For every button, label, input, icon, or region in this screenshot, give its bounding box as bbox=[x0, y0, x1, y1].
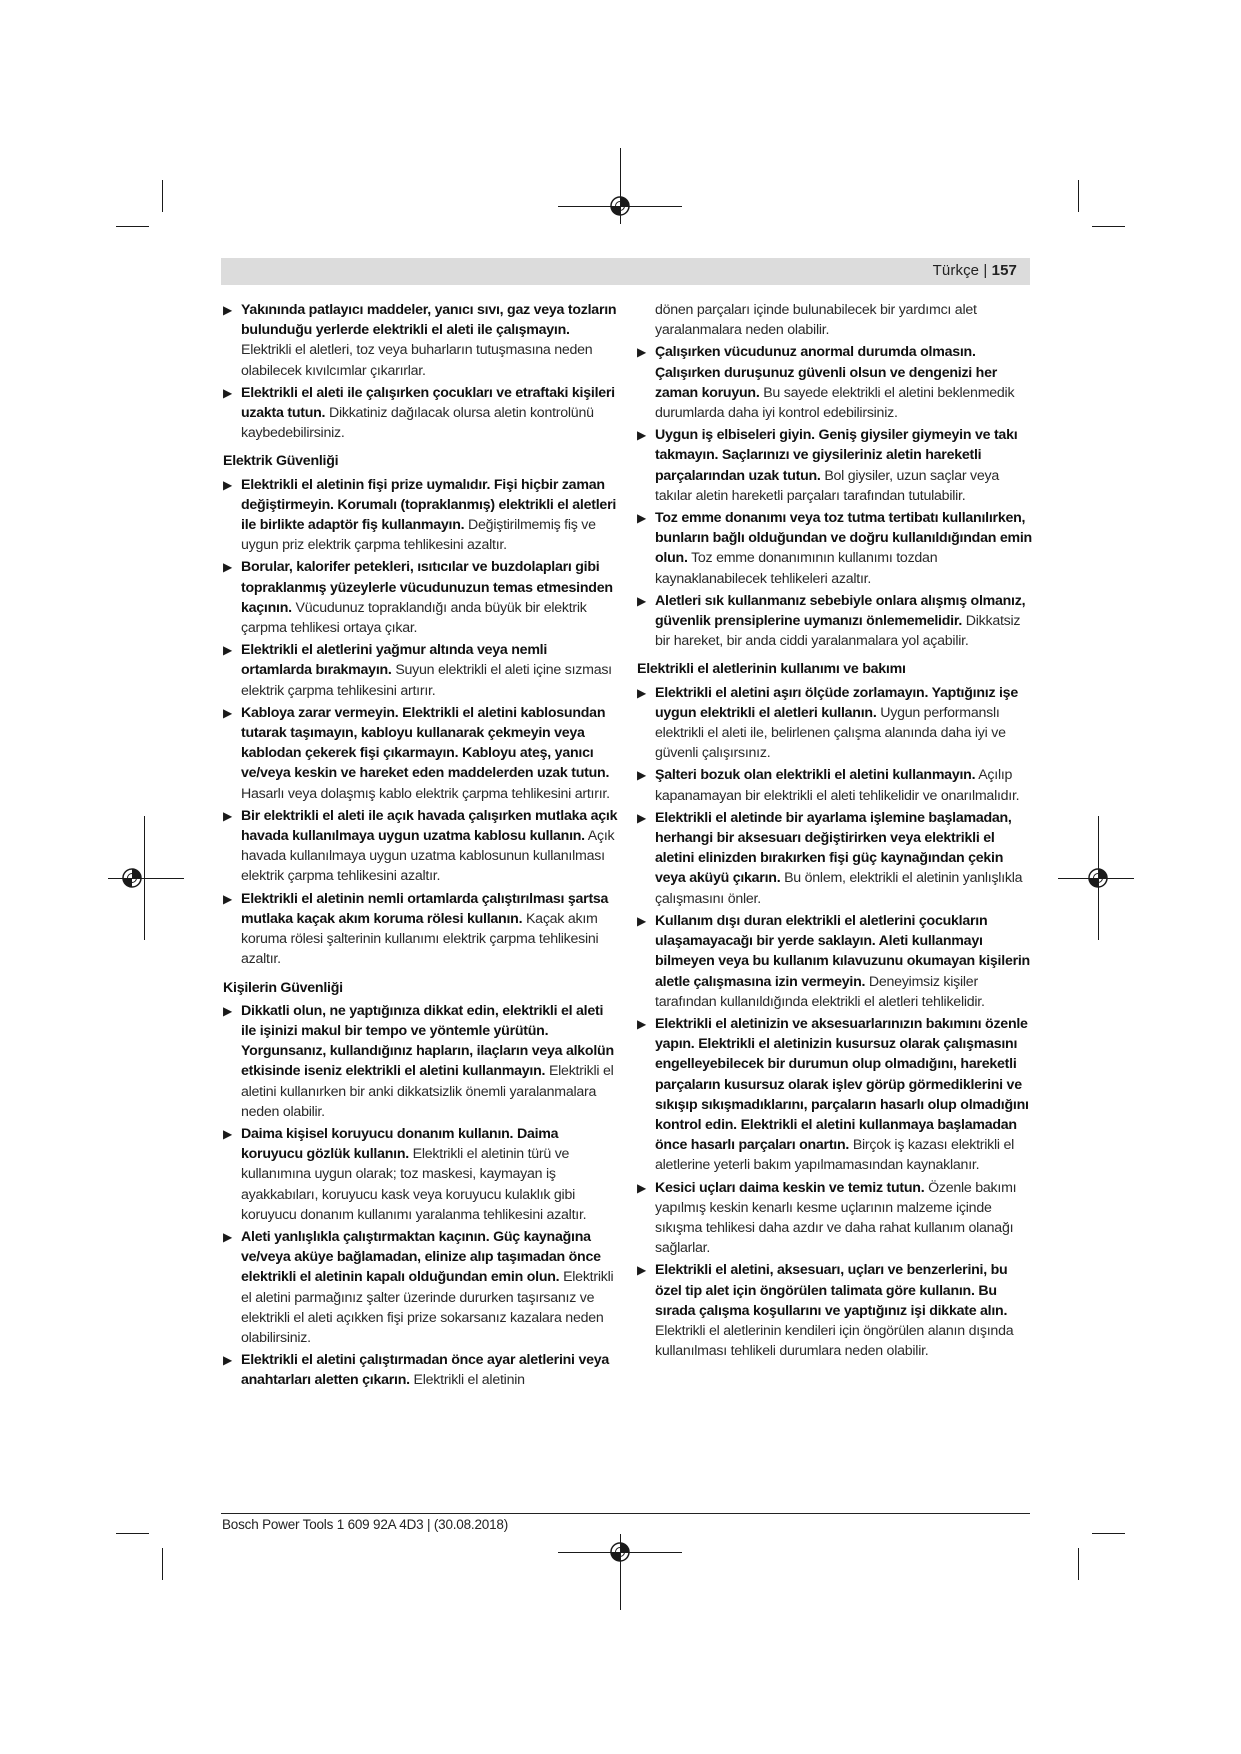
safety-bullet-item bbox=[637, 911, 1032, 1012]
safety-bullet-item bbox=[637, 1260, 1032, 1361]
bullet-bold-text: Borular, kalorifer petekleri, ısıtıcılar ve buzdolapları gibi topraklanmış yüzeylerle vücudunuzun temas etmesinden kaçının. bbox=[241, 559, 613, 616]
safety-bullet-item bbox=[223, 1124, 618, 1225]
bullet-body-text: Elektrikli el aletleri, toz veya buharların tutuşmasına neden olabilecek kıvılcımlar çıkarırlar. bbox=[241, 342, 593, 379]
bullet-triangle-icon: ▶ bbox=[637, 511, 646, 526]
safety-bullet-item bbox=[223, 300, 618, 381]
safety-bullet-item bbox=[223, 475, 618, 556]
bullet-bold-text: Uygun iş elbiseleri giyin. Geniş giysiler giymeyin ve takı takmayın. Saçlarınızı ve giysileriniz aletin hareketli parçalarından uzak tutun. bbox=[655, 427, 1018, 484]
safety-bullet-item bbox=[637, 765, 1032, 805]
bullet-triangle-icon: ▶ bbox=[637, 1180, 646, 1195]
bullet-bold-text: Aletleri sık kullanmanız sebebiyle onlara alışmış olmanız, güvenlik prensiplerine uymanızı önlememelidir. bbox=[655, 592, 1026, 630]
safety-bullet-item bbox=[223, 703, 618, 804]
safety-bullet-item bbox=[637, 683, 1032, 764]
bullet-body-text: Bu önlem, elektrikli el aletinin yanlışlıkla çalışmasını önler. bbox=[655, 870, 1023, 907]
bullet-body-text: Hasarlı veya dolaşmış kablo elektrik çarpma tehlikesini artırır. bbox=[241, 785, 610, 802]
bullet-body-text: Elektrikli el aletini parmağınız şalter üzerinde dururken taşırsanız ve elektrikli el aleti açıkken fişi prize sokarsanız kazalara neden olabilirsiniz. bbox=[241, 1269, 614, 1346]
safety-bullet-item bbox=[637, 1014, 1032, 1176]
safety-bullet-item bbox=[637, 1178, 1032, 1259]
bullet-triangle-icon: ▶ bbox=[637, 1263, 646, 1278]
bullet-triangle-icon: ▶ bbox=[637, 685, 646, 700]
bullet-bold-text: Dikkatli olun, ne yaptığınıza dikkat edin, elektrikli el aleti ile işinizi makul bir tempo ve yöntemle yürütün. Yorgunsanız, kullandığınız hapların, ilaçların veya alkolün etkisinde iseniz elektrikli el aletini kullanmayın. bbox=[241, 1002, 614, 1080]
right-column bbox=[637, 300, 1032, 1363]
bullet-triangle-icon: ▶ bbox=[637, 913, 646, 928]
crop-mark-top-left-horizontal bbox=[116, 226, 149, 227]
safety-bullet-item bbox=[637, 591, 1032, 652]
page-header bbox=[933, 262, 1017, 279]
bullet-bold-text: Aleti yanlışlıkla çalıştırmaktan kaçının. Güç kaynağına ve/veya aküye bağlamadan, elinize alıp taşımadan önce elektrikli el aletinin kapalı olduğundan emin olun. bbox=[241, 1228, 601, 1286]
section-heading: Elektrik Güvenliği bbox=[223, 453, 339, 470]
safety-bullet-item bbox=[223, 806, 618, 887]
bullet-bold-text: Elektrikli el aletinde bir ayarlama işlemine başlamadan, herhangi bir aksesuarı değiştirirken veya elektrikli el aletini elinizden bırakırken fişi güç kaynağından çekin veya aküyü çıkarın. bbox=[655, 809, 1012, 887]
bullet-bold-text: Kullanım dışı duran elektrikli el aletlerini çocukların ulaşamayacağı bir yerde saklayın. Aleti kullanmayı bilmeyen veya bu kullanım kılavuzunu okumayan kişilerin aletle çalışmasına izin vermeyin. bbox=[655, 912, 1030, 990]
bullet-body-text: Birçok iş kazası elektrikli el aletlerine yeterli bakım yapılmamasından kaynaklanır. bbox=[655, 1137, 1015, 1174]
bullet-triangle-icon: ▶ bbox=[223, 560, 232, 575]
footer-rule bbox=[221, 1513, 1030, 1514]
page-footer: Bosch Power Tools 1 609 92A 4D3 | (30.08.2018) bbox=[222, 1517, 509, 1532]
bullet-triangle-icon: ▶ bbox=[223, 1003, 232, 1018]
bullet-bold-text: Çalışırken vücudunuz anormal durumda olmasın. Çalışırken duruşunuz güvenli olsun ve dengenizi her zaman koruyun. bbox=[655, 344, 997, 401]
bullet-body-text: Vücudunuz topraklandığı anda büyük bir elektrik çarpma tehlikesi ortaya çıkar. bbox=[241, 599, 587, 637]
bullet-bold-text: Elektrikli el aletlerini yağmur altında veya nemli ortamlarda bırakmayın. bbox=[241, 642, 548, 679]
bullet-body-text: dönen parçaları içinde bulunabilecek bir yardımcı alet yaralanmalara neden olabilir. bbox=[655, 302, 977, 339]
bullet-body-text: Açılıp kapanamayan bir elektrikli el aleti tehlikelidir ve onarılmalıdır. bbox=[655, 767, 1020, 804]
bullet-bold-text: Elektrikli el aletinizin ve aksesuarlarınızın bakımını özenle yapın. Elektrikli el aletinizin kusursuz olarak çalışmasını engelleyebilecek bir durumun olup olmadığını, hareketli parçaların kusursuz olarak işlev görüp görmediklerini ve sıkışıp sıkışmadıklarını, parçaların hasarlı olup olmadığını kontrol edin. Elektrikli el aletini kullanmaya başlamadan önce hasarlı parçaları onartın. bbox=[655, 1015, 1029, 1154]
bullet-bold-text: Yakınında patlayıcı maddeler, yanıcı sıvı, gaz veya tozların bulunduğu yerlerde elektrikli el aleti ile çalışmayın. bbox=[241, 302, 617, 339]
bullet-triangle-icon: ▶ bbox=[637, 428, 646, 443]
bullet-triangle-icon: ▶ bbox=[223, 808, 232, 823]
bullet-body-text: Elektrikli el aletlerinin kendileri için öngörülen alanın dışında kullanılması tehlikeli durumlara neden olabilir. bbox=[655, 1322, 1014, 1360]
crop-mark-bottom-left-horizontal bbox=[116, 1533, 149, 1534]
registration-mark-icon bbox=[120, 866, 144, 890]
bullet-body-text: Dikkatsiz bir hareket, bir anda ciddi yaralanmalara yol açabilir. bbox=[655, 613, 1021, 650]
bullet-bold-text: Elektrikli el aletini aşırı ölçüde zorlamayın. Yaptığınız işe uygun elektrikli el aletleri kullanın. bbox=[655, 684, 1018, 721]
safety-bullet-item bbox=[637, 808, 1032, 909]
bullet-bold-text: Bir elektrikli el aleti ile açık havada çalışırken mutlaka açık havada kullanılmaya uygun uzatma kablosu kullanın. bbox=[241, 807, 618, 845]
bullet-body-text: Dikkatiniz dağılacak olursa aletin kontrolünü kaybedebilirsiniz. bbox=[241, 405, 594, 442]
bullet-body-text: Açık havada kullanılmaya uygun uzatma kablosunun kullanılması elektrik çarpma tehlikesini azaltır. bbox=[241, 828, 615, 885]
crop-mark-bottom-left-vertical bbox=[162, 1548, 163, 1580]
crop-mark-top-left-vertical bbox=[162, 180, 163, 212]
bullet-bold-text: Elektrikli el aletinin fişi prize uymalıdır. Fişi hiçbir zaman değiştirmeyin. Korumalı (topraklanmış) elektrikli el aletleri ile birlikte adaptör fiş kullanmayın. bbox=[241, 476, 617, 534]
registration-mark-icon bbox=[608, 194, 632, 218]
bullet-body-text: Toz emme donanımının kullanımı tozdan kaynaklanabilecek tehlikeleri azaltır. bbox=[655, 550, 938, 587]
bullet-bold-text: Elektrikli el aletinin nemli ortamlarda çalıştırılması şartsa mutlaka kaçak akım koruma rölesi kullanın. bbox=[241, 890, 609, 927]
bullet-triangle-icon: ▶ bbox=[637, 768, 646, 783]
bullet-body-text: Elektrikli el aletinin bbox=[413, 1372, 525, 1389]
bullet-triangle-icon: ▶ bbox=[223, 1126, 232, 1141]
bullet-triangle-icon: ▶ bbox=[223, 705, 232, 720]
bullet-bold-text: Kabloya zarar vermeyin. Elektrikli el aletini kablosundan tutarak taşımayın, kabloyu kullanarak çekmeyin veya kablodan çekerek fişi çıkarmayın. Kabloyu ateş, yanıcı ve/veya keskin ve hareket eden maddelerden uzak tutun. bbox=[241, 704, 610, 782]
bullet-body-text: Deneyimsiz kişiler tarafından kullanıldığında elektrikli el aletleri tehlikelidir. bbox=[655, 973, 985, 1010]
safety-bullet-item bbox=[637, 508, 1032, 589]
bullet-body-text: Elektrikli el aletini kullanırken bir anki dikkatsizlik önemli yaralanmalara neden olabilir. bbox=[241, 1063, 614, 1120]
header-language: Türkçe bbox=[932, 262, 980, 279]
crop-mark-top-right-horizontal bbox=[1092, 226, 1125, 227]
bullet-triangle-icon: ▶ bbox=[637, 345, 646, 360]
header-separator: | bbox=[983, 262, 992, 279]
bullet-bold-text: Elektrikli el aletini çalıştırmadan önce ayar aletlerini veya anahtarları aletten çıkarın. bbox=[241, 1352, 610, 1389]
bullet-bold-text: Elektrikli el aletini, aksesuarı, uçları ve benzerlerini, bu özel tip alet için öngörülen talimata göre kullanın. Bu sırada çalışma koşullarını ve yaptığınız işi dikkate alın. bbox=[655, 1262, 1008, 1319]
left-column bbox=[223, 300, 618, 1393]
page-header-band bbox=[221, 258, 1030, 285]
bullet-bold-text: Toz emme donanımı veya toz tutma tertibatı kullanılırken, bunların bağlı olduğundan ve doğru kullanıldığından emin olun. bbox=[655, 510, 1032, 567]
crop-mark-bottom-right-horizontal bbox=[1092, 1533, 1125, 1534]
bullet-triangle-icon: ▶ bbox=[637, 1016, 646, 1031]
bullet-triangle-icon: ▶ bbox=[223, 385, 232, 400]
bullet-bold-text: Şalteri bozuk olan elektrikli el aletini kullanmayın. bbox=[655, 767, 976, 784]
bullet-triangle-icon: ▶ bbox=[223, 643, 232, 658]
safety-bullet-item bbox=[223, 1001, 618, 1122]
continued-paragraph bbox=[637, 300, 1032, 340]
bullet-triangle-icon: ▶ bbox=[223, 477, 232, 492]
safety-bullet-item bbox=[223, 1227, 618, 1348]
safety-bullet-item bbox=[637, 425, 1032, 506]
bullet-triangle-icon: ▶ bbox=[223, 1229, 232, 1244]
page-number: 157 bbox=[991, 262, 1017, 279]
bullet-triangle-icon: ▶ bbox=[223, 891, 232, 906]
registration-mark-icon bbox=[608, 1540, 632, 1564]
section-heading: Kişilerin Güvenliği bbox=[223, 979, 343, 996]
bullet-triangle-icon: ▶ bbox=[223, 1353, 232, 1368]
bullet-body-text: Değiştirilmemiş fiş ve uygun priz elektrik çarpma tehlikesini azaltır. bbox=[241, 517, 596, 554]
safety-bullet-item bbox=[223, 640, 618, 701]
bullet-body-text: Özenle bakımı yapılmış keskin kenarlı kesme uçlarının malzeme içinde sıkışma tehlikesi daha azdır ve daha rahat kullanım olanağı sağlarlar. bbox=[655, 1179, 1017, 1257]
bullet-bold-text: Daima kişisel koruyucu donanım kullanın. Daima koruyucu gözlük kullanın. bbox=[241, 1125, 559, 1163]
bullet-bold-text: Kesici uçları daima keskin ve temiz tutun. bbox=[655, 1179, 925, 1196]
bullet-body-text: Bu sayede elektrikli el aletini beklenmedik durumlarda daha iyi kontrol edebilirsiniz. bbox=[655, 384, 1015, 422]
safety-bullet-item bbox=[223, 383, 618, 444]
bullet-body-text: Kaçak akım koruma rölesi şalterinin kullanımı elektrik çarpma tehlikesini azaltır. bbox=[241, 910, 599, 968]
bullet-triangle-icon: ▶ bbox=[637, 593, 646, 608]
bullet-body-text: Bol giysiler, uzun saçlar veya takılar aletin hareketli parçaları tarafından tutulabilir. bbox=[655, 467, 999, 504]
bullet-body-text: Uygun performanslı elektrikli el aleti ile, belirlenen çalışma alanında daha iyi ve güvenli çalışırsınız. bbox=[655, 704, 1006, 762]
bullet-triangle-icon: ▶ bbox=[223, 303, 232, 317]
safety-bullet-item bbox=[223, 557, 618, 638]
bullet-triangle-icon: ▶ bbox=[637, 810, 646, 825]
safety-bullet-item bbox=[223, 1350, 618, 1390]
bullet-body-text: Elektrikli el aletinin türü ve kullanımına uygun olarak; toz maskesi, kaymayan iş ayakkabıları, koruyucu kask veya koruyucu kulaklık gibi koruyucu donanım kullanımı yaralanma tehlikesini azaltır. bbox=[241, 1146, 587, 1223]
crop-mark-bottom-right-vertical bbox=[1078, 1548, 1079, 1580]
crop-mark-top-right-vertical bbox=[1078, 180, 1079, 212]
section-heading: Elektrikli el aletlerinin kullanımı ve bakımı bbox=[637, 661, 906, 678]
bullet-bold-text: Elektrikli el aleti ile çalışırken çocukları ve etraftaki kişileri uzakta tutun. bbox=[241, 384, 615, 422]
safety-bullet-item bbox=[637, 342, 1032, 423]
registration-mark-icon bbox=[1086, 866, 1110, 890]
bullet-body-text: Suyun elektrikli el aleti içine sızması elektrik çarpma tehlikesini artırır. bbox=[241, 662, 612, 699]
safety-bullet-item bbox=[223, 889, 618, 970]
